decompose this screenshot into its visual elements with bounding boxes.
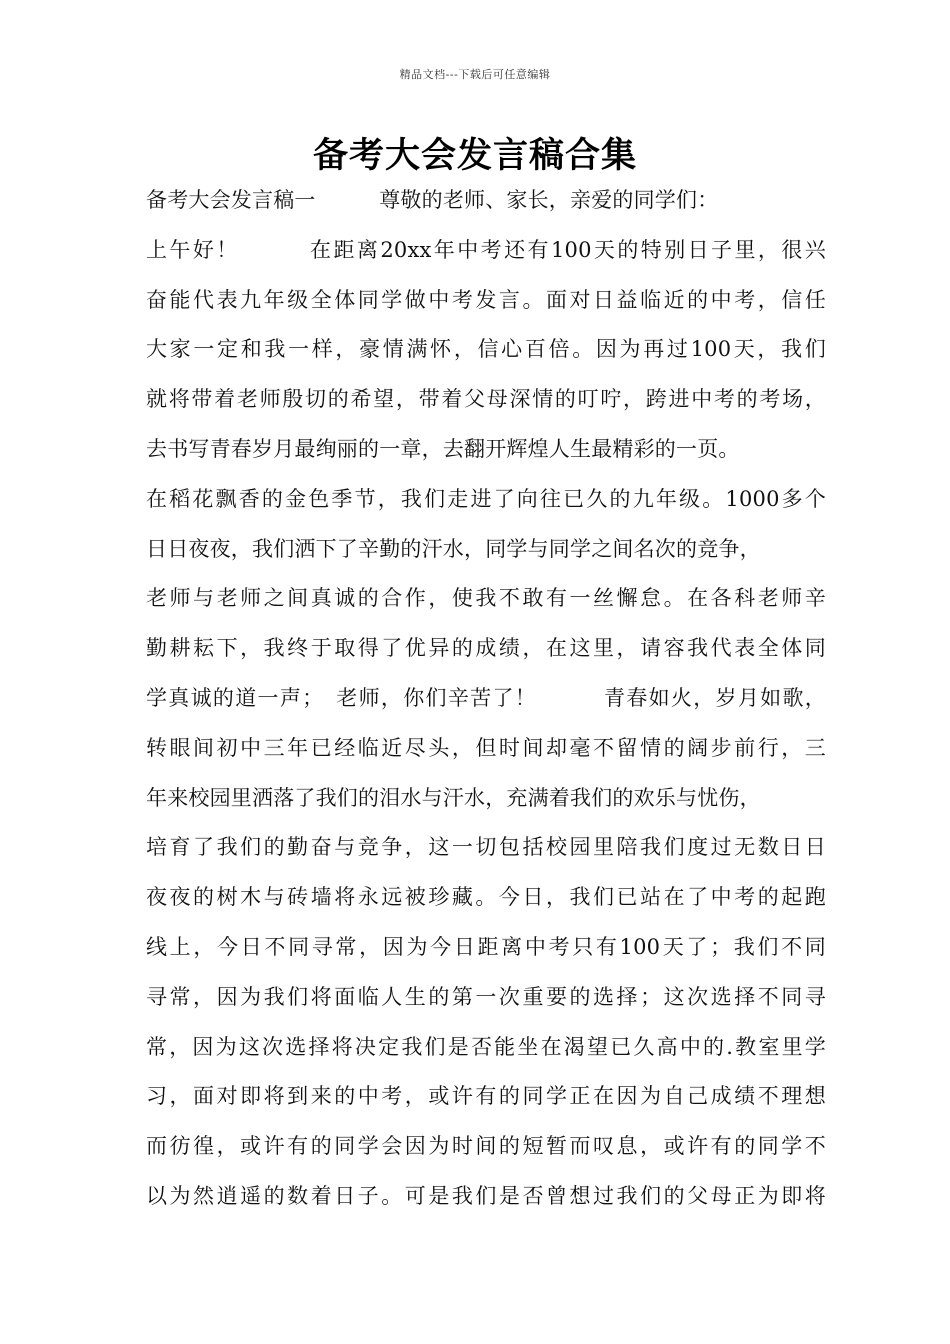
text-line: 线上，今日不同寻常，因为今日距离中考只有100天了；我们不同 (146, 934, 826, 959)
text-line: 上午好！ 在距离20xx年中考还有100天的特别日子里，很兴 (146, 237, 826, 262)
text-line: 去书写青春岁月最绚丽的一章，去翻开辉煌人生最精彩的一页。 (146, 436, 740, 461)
text-line: 以为然逍遥的数着日子。可是我们是否曾想过我们的父母正为即将 (146, 1183, 826, 1208)
text-line: 勤耕耘下，我终于取得了优异的成绩，在这里，请容我代表全体同 (146, 636, 826, 661)
text-line: 夜夜的树木与砖墙将永远被珍藏。今日，我们已站在了中考的起跑 (146, 885, 826, 910)
text-line: 寻常，因为我们将面临人生的第一次重要的选择；这次选择不同寻 (146, 984, 826, 1009)
text-line: 习，面对即将到来的中考，或许有的同学正在因为自己成绩不理想 (146, 1084, 826, 1109)
text-line: 大家一定和我一样，豪情满怀，信心百倍。因为再过100天，我们 (146, 337, 826, 362)
text-line: 在稻花飘香的金色季节，我们走进了向往已久的九年级。1000多个 (146, 486, 826, 511)
document-title: 备考大会发言稿合集 (312, 136, 637, 176)
body-text (146, 180, 826, 1226)
text-line: 年来校园里洒落了我们的泪水与汗水，充满着我们的欢乐与忧伤， (146, 785, 761, 810)
text-line: 培育了我们的勤奋与竞争，这一切包括校园里陪我们度过无数日日 (146, 835, 826, 860)
text-line: 就将带着老师殷切的希望，带着父母深情的叮咛，跨进中考的考场， (146, 387, 826, 412)
text-line: 转眼间初中三年已经临近尽头，但时间却毫不留情的阔步前行，三 (146, 735, 826, 760)
text-line: 学真诚的道一声； 老师，你们辛苦了！ 青春如火，岁月如歌， (146, 685, 826, 710)
text-line: 老师与老师之间真诚的合作，使我不敢有一丝懈怠。在各科老师辛 (146, 586, 826, 611)
text-line: 常，因为这次选择将决定我们是否能坐在渴望已久高中的.教室里学 (146, 1034, 826, 1059)
header-note: 精品文档---下载后可任意编辑 (399, 68, 551, 81)
text-line: 备考大会发言稿一 尊敬的老师、家长，亲爱的同学们： (146, 188, 719, 212)
text-line: 奋能代表九年级全体同学做中考发言。面对日益临近的中考，信任 (146, 287, 826, 312)
text-line: 日日夜夜，我们洒下了辛勤的汗水，同学与同学之间名次的竞争， (146, 536, 761, 561)
text-line: 而彷徨，或许有的同学会因为时间的短暂而叹息，或许有的同学不 (146, 1134, 826, 1159)
